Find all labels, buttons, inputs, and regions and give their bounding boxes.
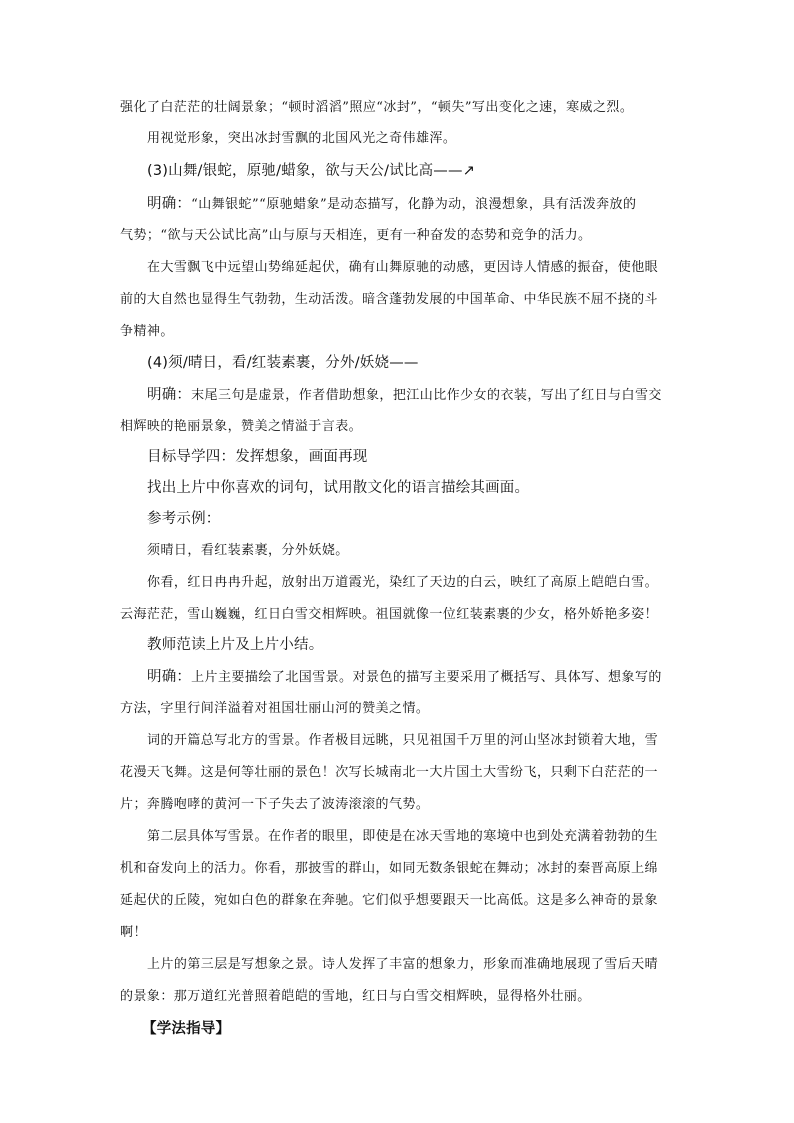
answer-label: 明确： <box>147 669 192 685</box>
answer-text: 上片主要描绘了北国雪景。对景色的描写主要采用了概括写、具体写、想象写的 <box>191 670 662 685</box>
paragraph-line: 方法，字里行间洋溢着对祖国壮丽山河的赞美之情。 <box>120 701 430 716</box>
section-heading: 目标导学四：发挥想象，画面再现 <box>147 449 368 465</box>
task-text: 找出上片中你喜欢的词句，试用散文化的语言描绘其画面。 <box>147 480 530 496</box>
paragraph-line <box>147 386 662 405</box>
answer-text: 末尾三句是虚景，作者借助想象，把江山比作少女的衣装，写出了红日与白雪交 <box>191 388 662 403</box>
paragraph-line: 机和奋发向上的活力。你看，那披雪的群山，如同无数条银蛇在舞动；冰封的秦晋高原上绵 <box>120 861 659 876</box>
paragraph-line: 强化了白茫茫的壮阔景象；“顿时滔滔”照应“冰封”，“顿失”写出变化之速，寒威之烈。 <box>120 100 634 115</box>
paragraph-line: 第二层具体写雪景。在作者的眼里，即使是在冰天雪地的寒境中也到处充满着勃勃的生 <box>147 829 659 844</box>
task-text: 教师范读上片及上片小结。 <box>147 637 324 653</box>
paragraph-line: 用视觉形象，突出冰封雪飘的北国风光之奇伟雄浑。 <box>147 131 457 146</box>
paragraph-line: 争精神。 <box>120 324 174 339</box>
paragraph-line: 须晴日，看红装素裹，分外妖娆。 <box>147 543 349 558</box>
example-label: 参考示例： <box>147 511 221 527</box>
answer-text: “山舞银蛇”“原驰蜡象”是动态描写，化静为动，浪漫想象，具有活泼奔放的 <box>191 197 637 212</box>
section-title: 【学法指导】 <box>142 1021 231 1037</box>
paragraph-line: 上片的第三层是写想象之景。诗人发挥了丰富的想象力，形象而准确地展现了雪后天晴 <box>147 957 659 972</box>
paragraph-line: 云海茫茫，雪山巍巍，红日白雪交相辉映。祖国就像一位红装素裹的少女，格外娇艳多姿！ <box>120 607 659 622</box>
verse-heading-3: (3)山舞/银蛇，原驰/蜡象，欲与天公/试比高——↗ <box>147 163 476 179</box>
paragraph-line: 气势；“欲与天公试比高”山与原与天相连，更有一种奋发的态势和竞争的活力。 <box>120 228 592 243</box>
paragraph-line: 词的开篇总写北方的雪景。作者极目远眺，只见祖国千万里的河山坚冰封锁着大地，雪 <box>147 733 659 748</box>
paragraph-line: 你看，红日冉冉升起，放射出万道霞光，染红了天边的白云，映红了高原上皑皑白雪。 <box>147 575 659 590</box>
paragraph-line <box>147 668 662 687</box>
paragraph-line: 相辉映的艳丽景象，赞美之情溢于言表。 <box>120 419 363 434</box>
paragraph-line: 啊！ <box>120 925 147 940</box>
verse-heading-4: (4)须/晴日，看/红装素裹，分外/妖娆—— <box>147 355 419 371</box>
paragraph-line: 前的大自然也显得生气勃勃，生动活泼。暗含蓬勃发展的中国革命、中华民族不屈不挠的斗 <box>120 292 659 307</box>
paragraph-line: 花漫天飞舞。这是何等壮丽的景色！次写长城南北一大片国土大雪纷飞，只剩下白茫茫的一 <box>120 765 659 780</box>
paragraph-line: 在大雪飘飞中远望山势绵延起伏，确有山舞原驰的动感，更因诗人情感的振奋，使他眼 <box>147 260 659 275</box>
answer-label: 明确： <box>147 196 192 212</box>
answer-label: 明确： <box>147 387 192 403</box>
paragraph-line <box>147 195 636 214</box>
paragraph-line: 的景象：那万道红光普照着皑皑的雪地，红日与白雪交相辉映，显得格外壮丽。 <box>120 989 591 1004</box>
paragraph-line: 延起伏的丘陵，宛如白色的群象在奔驰。它们似乎想要跟天一比高低。这是多么神奇的景象 <box>120 893 659 908</box>
paragraph-line: 片；奔腾咆哮的黄河一下子失去了波涛滚滚的气势。 <box>120 797 430 812</box>
